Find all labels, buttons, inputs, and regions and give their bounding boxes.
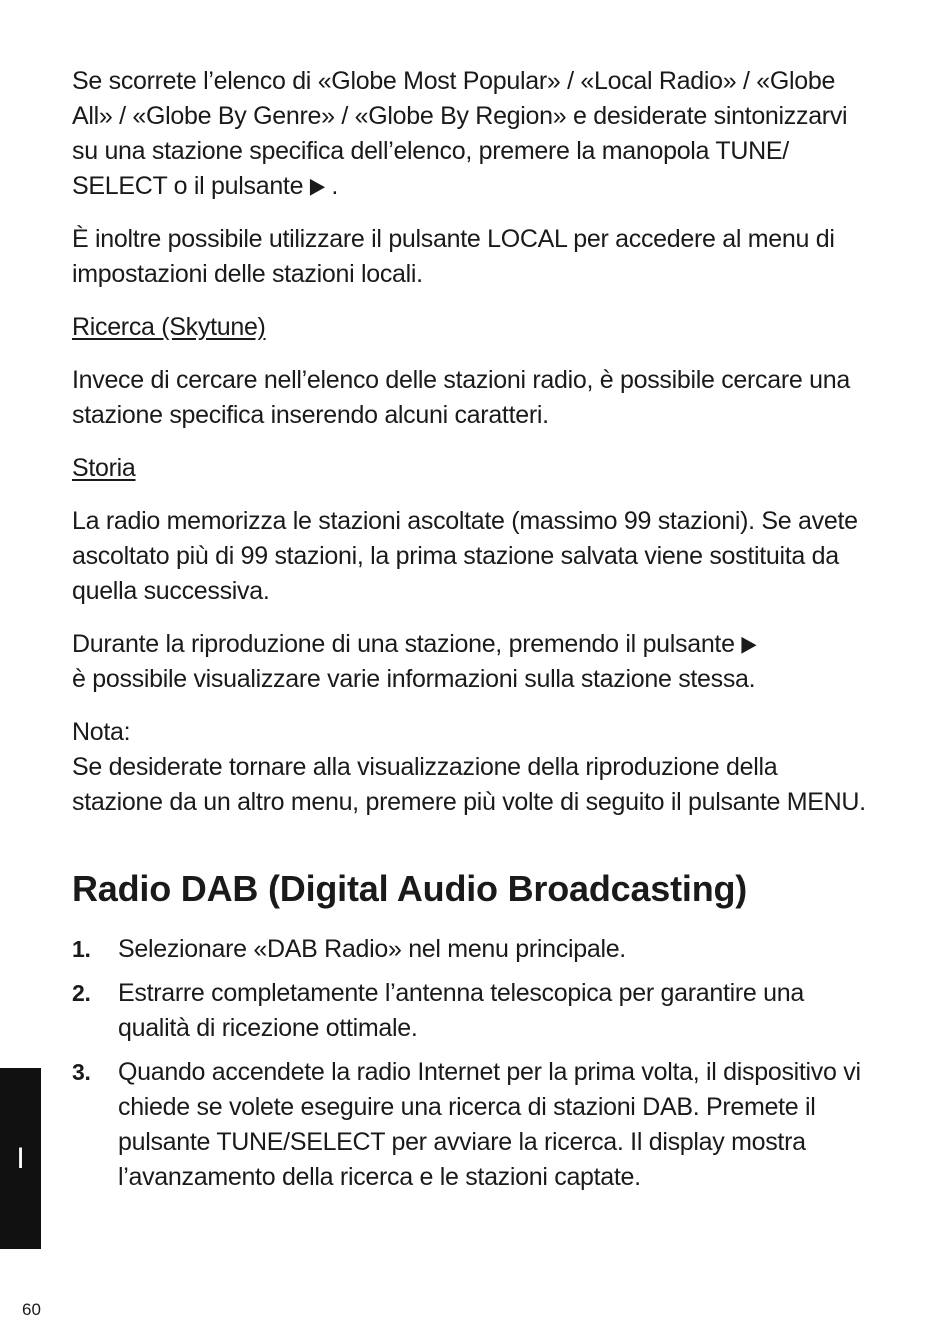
list-item <box>72 932 872 967</box>
paragraph-search: Invece di cercare nell’elenco delle stazioni radio, è possibile cercare una stazione specifica inserendo alcuni caratteri. <box>72 366 850 429</box>
language-tab-label: I <box>16 1141 25 1175</box>
step-text: Selezionare «DAB Radio» nel menu principale. <box>118 935 626 963</box>
steps-list <box>72 932 872 1195</box>
step-number: 2. <box>72 980 91 1006</box>
list-item <box>72 976 872 1046</box>
paragraph-end: . <box>331 172 339 200</box>
paragraph-text: è possibile visualizzare varie informazioni sulla stazione stessa. <box>72 665 756 693</box>
play-icon: ▶ <box>309 173 325 198</box>
step-text: Quando accendete la radio Internet per la prima volta, il dispositivo vi chiede se volete eseguire una ricerca di stazioni DAB. Premete il pulsante TUNE/SELECT per avviare la ricerca. Il display mostra l’avanzamento della ricerca e le stazioni captate. <box>118 1058 861 1191</box>
language-tab <box>0 1068 41 1249</box>
paragraph-text: Se scorrete l’elenco di «Globe Most Popular» / «Local Radio» / «Globe All» / «Globe By Genre» / «Globe By Region» e desiderate sintonizzarvi su una stazione specifica dell’elenco, premere la manopola TUNE/ SELECT o il pulsante <box>72 67 848 200</box>
paragraph-text: Durante la riproduzione di una stazione, premendo il pulsante <box>72 630 735 658</box>
section-title: Radio DAB (Digital Audio Broadcasting) <box>72 868 748 909</box>
step-text: Estrarre completamente l’antenna telescopica per garantire una qualità di ricezione ottimale. <box>118 979 804 1042</box>
subheading-search: Ricerca (Skytune) <box>72 313 266 341</box>
paragraph-globe-list <box>72 64 872 204</box>
page-number: 60 <box>22 1300 41 1319</box>
note-label: Nota: <box>72 718 131 746</box>
paragraph-local: È inoltre possibile utilizzare il pulsante LOCAL per accedere al menu di impostazioni delle stazioni locali. <box>72 225 835 288</box>
step-number: 1. <box>72 936 91 962</box>
note-text: Se desiderate tornare alla visualizzazione della riproduzione della stazione da un altro menu, premere più volte di seguito il pulsante MENU. <box>72 753 866 816</box>
list-item <box>72 1055 872 1195</box>
step-number: 3. <box>72 1059 91 1085</box>
subheading-history: Storia <box>72 454 136 482</box>
play-icon: ▶ <box>741 631 757 656</box>
paragraph-history: La radio memorizza le stazioni ascoltate (massimo 99 stazioni). Se avete ascoltato più di 99 stazioni, la prima stazione salvata viene sostituita da quella successiva. <box>72 507 858 605</box>
paragraph-info <box>72 627 872 697</box>
page-content <box>72 64 872 1204</box>
